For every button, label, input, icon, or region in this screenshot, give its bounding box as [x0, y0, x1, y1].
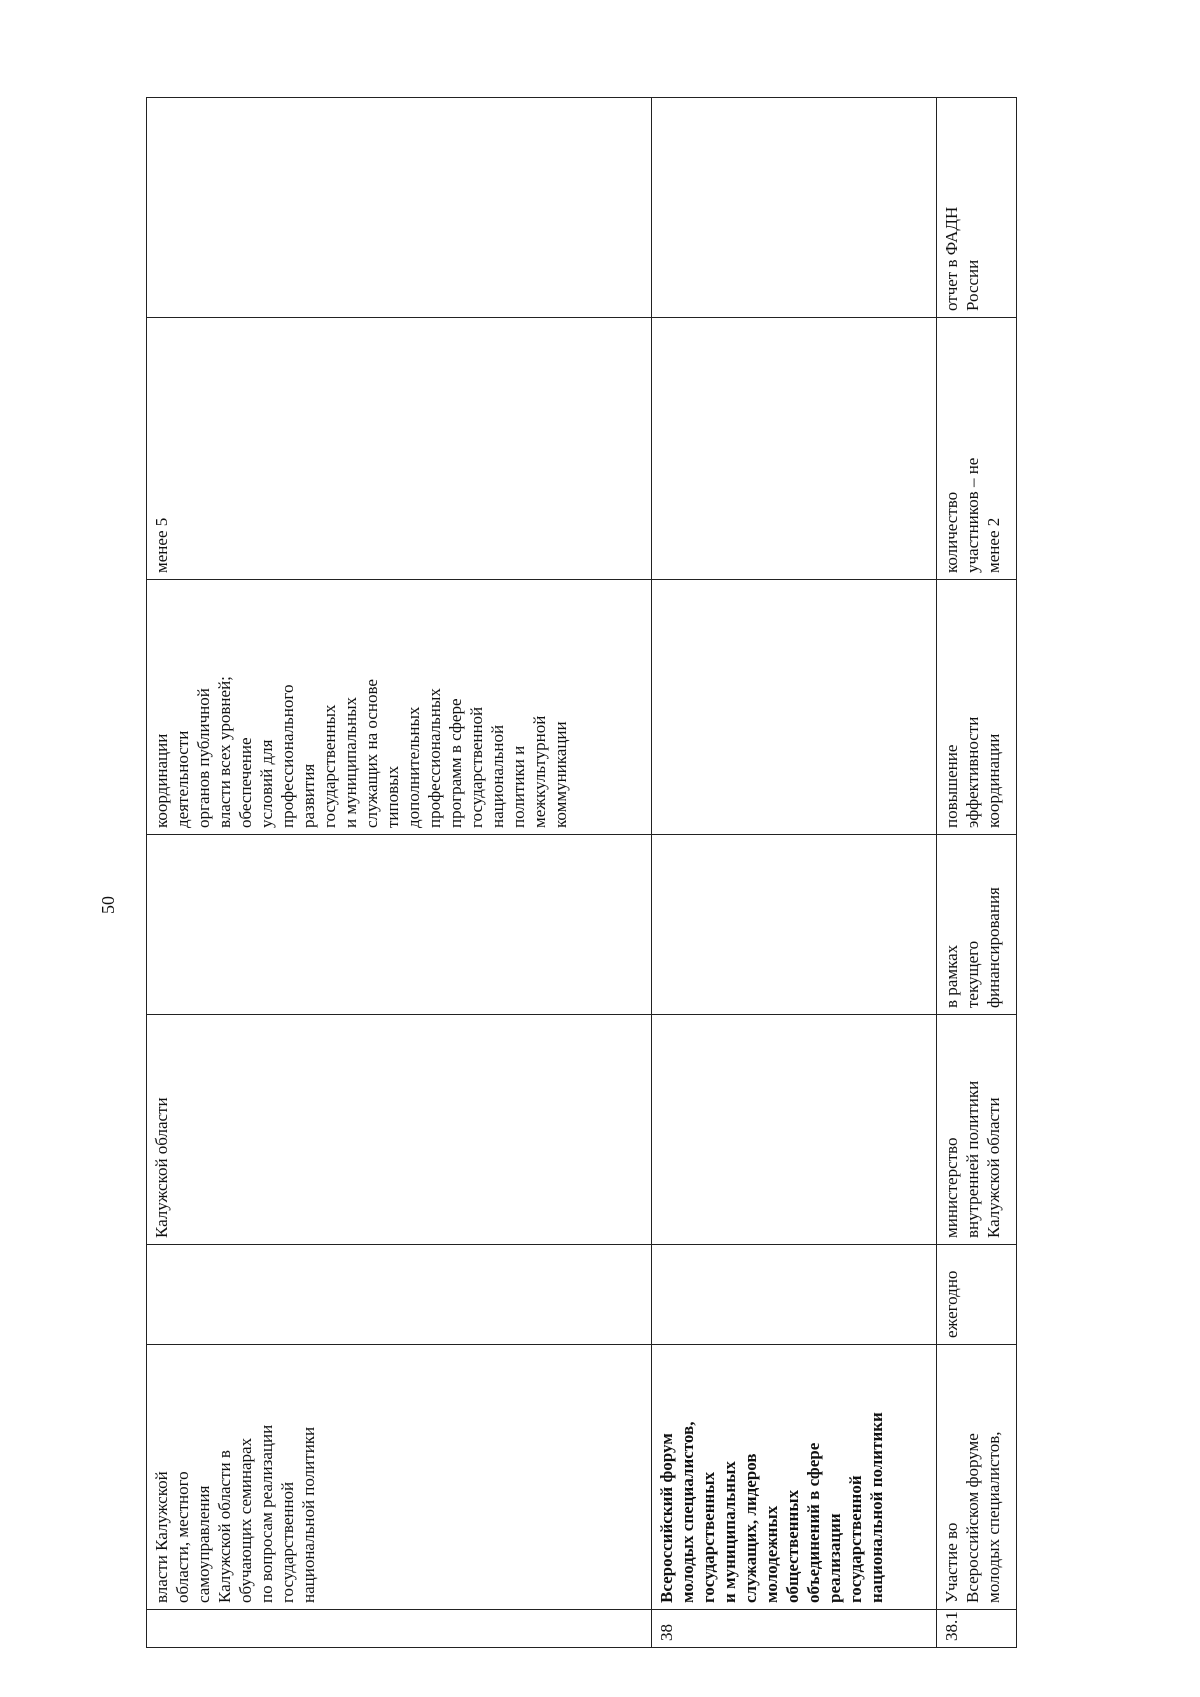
- rotated-table-container: [146, 98, 1016, 1648]
- table-row: [147, 98, 652, 1648]
- result-cell: повышение эффективности координации: [937, 580, 1017, 835]
- measure-name-cell: Участие во Всероссийском форуме молодых специалистов,: [937, 1345, 1017, 1610]
- page-number: 50: [98, 896, 118, 914]
- result-cell: [652, 580, 937, 835]
- responsible-cell: [652, 1015, 937, 1245]
- responsible-cell: министерство внутренней политики Калужской области: [937, 1015, 1017, 1245]
- term-cell: [652, 1245, 937, 1345]
- table-row: [652, 98, 937, 1648]
- indicator-cell: менее 5: [147, 318, 652, 580]
- funding-source-cell: в рамках текущего финансирования: [937, 835, 1017, 1015]
- indicator-cell: [652, 318, 937, 580]
- indicator-cell: количество участников – не менее 2: [937, 318, 1017, 580]
- term-cell: [147, 1245, 652, 1345]
- funding-source-cell: [652, 835, 937, 1015]
- control-cell: [652, 98, 937, 318]
- row-number-cell: 38.1: [937, 1610, 1017, 1648]
- measure-name-cell: власти Калужской области, местного самоуправления Калужской области в обучающих семинарах по вопросам реализации государственной национальной политики: [147, 1345, 652, 1610]
- term-cell: ежегодно: [937, 1245, 1017, 1345]
- result-cell: координации деятельности органов публичной власти всех уровней; обеспечение условий для профессионального развития государственных и муниципальных служащих на основе типовых дополнительных профессиональных программ в сфере государственной национальной политики и межкультурной коммуникации: [147, 580, 652, 835]
- responsible-cell: Калужской области: [147, 1015, 652, 1245]
- measure-name-cell: Всероссийский форум молодых специалистов, государственных и муниципальных служащих, лидеров молодежных общественных объединений в сфере реализации государственной национальной политики: [652, 1345, 937, 1610]
- control-cell: [147, 98, 652, 318]
- row-number-cell: [147, 1610, 652, 1648]
- control-cell: отчет в ФАДН России: [937, 98, 1017, 318]
- measures-table: [146, 97, 1017, 1648]
- row-number-cell: 38: [652, 1610, 937, 1648]
- table-row: [937, 98, 1017, 1648]
- funding-source-cell: [147, 835, 652, 1015]
